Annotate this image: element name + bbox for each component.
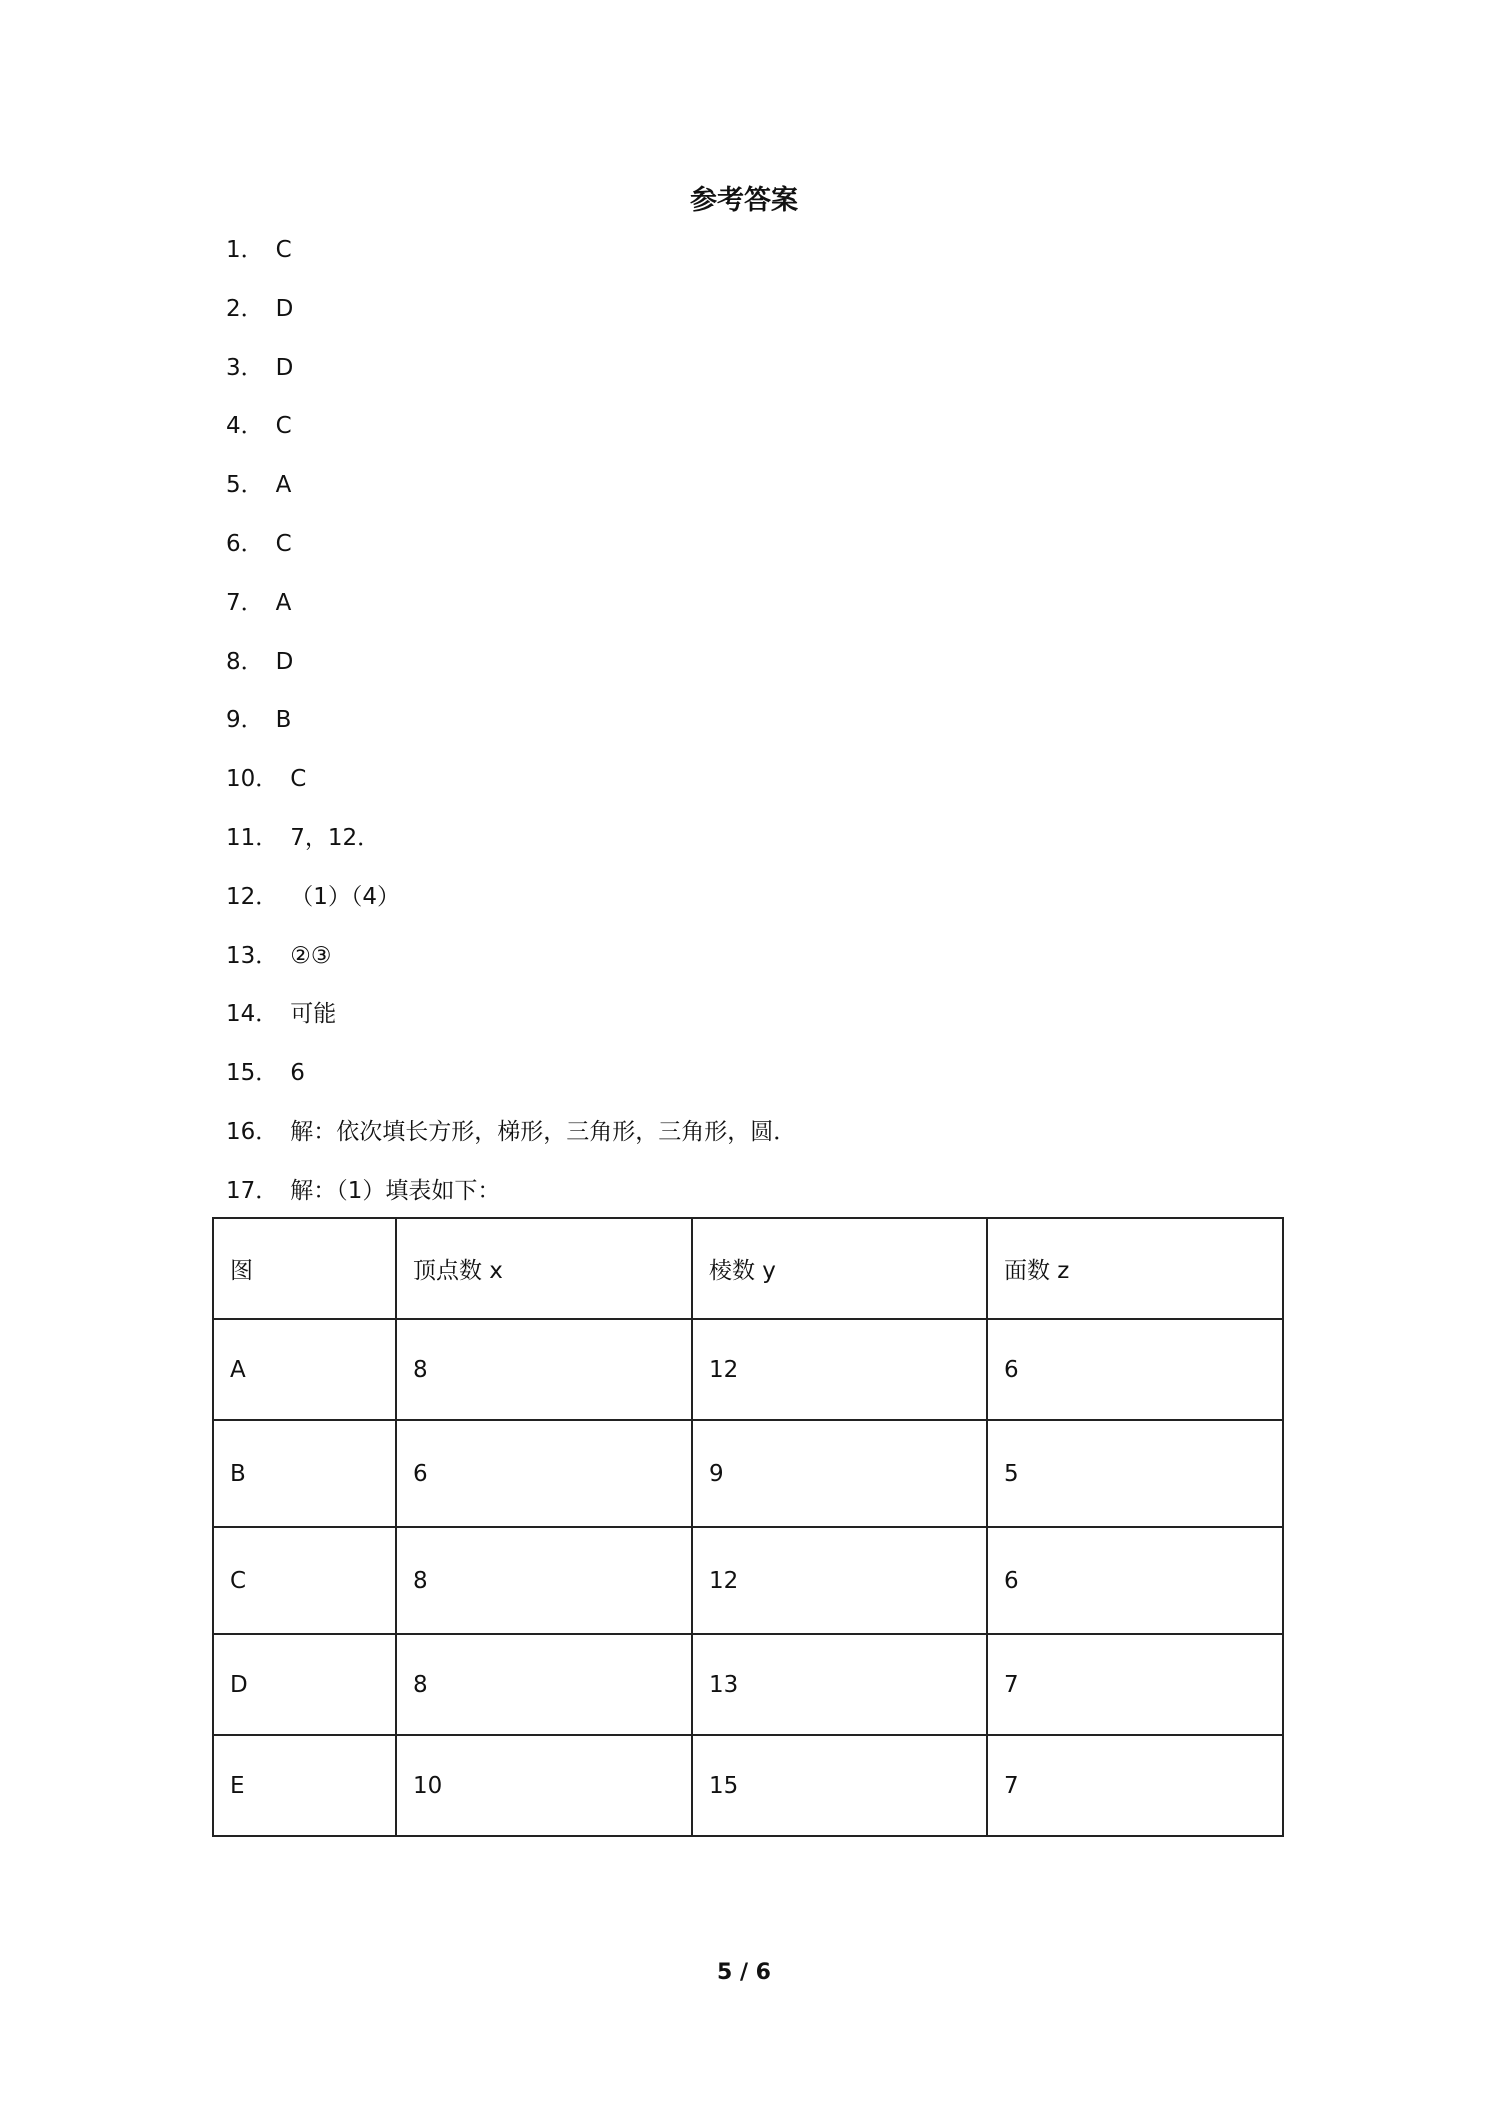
answer-text: 解：（1）填表如下： — [290, 1177, 501, 1204]
answer-item — [226, 585, 796, 644]
table-cell: 15 — [692, 1735, 987, 1836]
answer-text: C — [275, 413, 292, 440]
table-header-cell: 棱数 y — [692, 1218, 987, 1319]
answer-number: 2． — [226, 295, 264, 322]
answer-item — [226, 1055, 796, 1114]
answer-item — [226, 938, 796, 997]
answer-text: D — [275, 354, 294, 381]
answer-item — [226, 232, 796, 291]
answer-text: ②③ — [290, 942, 332, 969]
table-cell: 9 — [692, 1420, 987, 1527]
answer-item — [226, 408, 796, 467]
table-cell: 10 — [396, 1735, 692, 1836]
table-cell: 6 — [396, 1420, 692, 1527]
table-row — [213, 1634, 1283, 1735]
table-cell: 8 — [396, 1319, 692, 1420]
answer-number: 7． — [226, 589, 264, 616]
answer-text: 解：依次填长方形，梯形，三角形，三角形，圆． — [290, 1118, 797, 1145]
page-indicator: 5 / 6 — [717, 1960, 771, 1985]
answer-number: 4． — [226, 413, 264, 440]
table-cell: 5 — [987, 1420, 1283, 1527]
answer-item — [226, 467, 796, 526]
answer-text: D — [275, 295, 294, 322]
answer-text: C — [290, 766, 307, 793]
table-row — [213, 1319, 1283, 1420]
answer-number: 11． — [226, 824, 279, 851]
table-row — [213, 1735, 1283, 1836]
answer-text: （1）（4） — [290, 883, 401, 910]
answer-text: 6 — [290, 1060, 305, 1087]
answer-number: 9． — [226, 707, 264, 734]
answer-text: C — [275, 237, 292, 263]
answer-table — [212, 1217, 1284, 1837]
answer-number: 1． — [226, 237, 264, 263]
answer-text: 可能 — [290, 1001, 337, 1028]
table-cell: A — [213, 1319, 396, 1420]
table-cell: 8 — [396, 1527, 692, 1634]
answer-item — [226, 1114, 796, 1173]
answer-text: D — [275, 648, 294, 675]
answer-number: 12． — [226, 883, 279, 910]
table-header-cell: 面数 z — [987, 1218, 1283, 1319]
answer-number: 14． — [226, 1001, 279, 1028]
table-cell: 13 — [692, 1634, 987, 1735]
answer-number: 6． — [226, 530, 264, 557]
answer-item — [226, 996, 796, 1055]
table-cell: 7 — [987, 1735, 1283, 1836]
table-cell: 6 — [987, 1527, 1283, 1634]
answer-number: 3． — [226, 354, 264, 381]
answer-item — [226, 350, 796, 409]
table-cell: B — [213, 1420, 396, 1527]
table-cell: 8 — [396, 1634, 692, 1735]
table-cell: D — [213, 1634, 396, 1735]
table-cell: E — [213, 1735, 396, 1836]
answer-item — [226, 644, 796, 703]
answer-number: 10． — [226, 766, 279, 793]
table-header-row — [213, 1218, 1283, 1319]
table-cell: 12 — [692, 1319, 987, 1420]
answer-item — [226, 291, 796, 350]
answer-number: 17． — [226, 1177, 279, 1204]
answer-item — [226, 879, 796, 938]
answer-number: 5． — [226, 472, 264, 499]
table-cell: C — [213, 1527, 396, 1634]
answer-text: 7，12． — [290, 824, 381, 851]
page-title: 参考答案 — [690, 185, 798, 216]
table-header-cell: 图 — [213, 1218, 396, 1319]
answer-item — [226, 820, 796, 879]
answer-list — [226, 232, 796, 1232]
answer-item — [226, 702, 796, 761]
answer-text: C — [275, 530, 292, 557]
answer-number: 15． — [226, 1060, 279, 1087]
table-row — [213, 1420, 1283, 1527]
answer-item — [226, 761, 796, 820]
answer-text: A — [275, 472, 292, 499]
answer-number: 13． — [226, 942, 279, 969]
table-cell: 7 — [987, 1634, 1283, 1735]
answer-text: A — [275, 589, 292, 616]
table-cell: 6 — [987, 1319, 1283, 1420]
table-header-cell: 顶点数 x — [396, 1218, 692, 1319]
table-row — [213, 1527, 1283, 1634]
answer-text: B — [275, 707, 292, 734]
answer-item — [226, 526, 796, 585]
table-cell: 12 — [692, 1527, 987, 1634]
answer-number: 16． — [226, 1118, 279, 1145]
answer-number: 8． — [226, 648, 264, 675]
